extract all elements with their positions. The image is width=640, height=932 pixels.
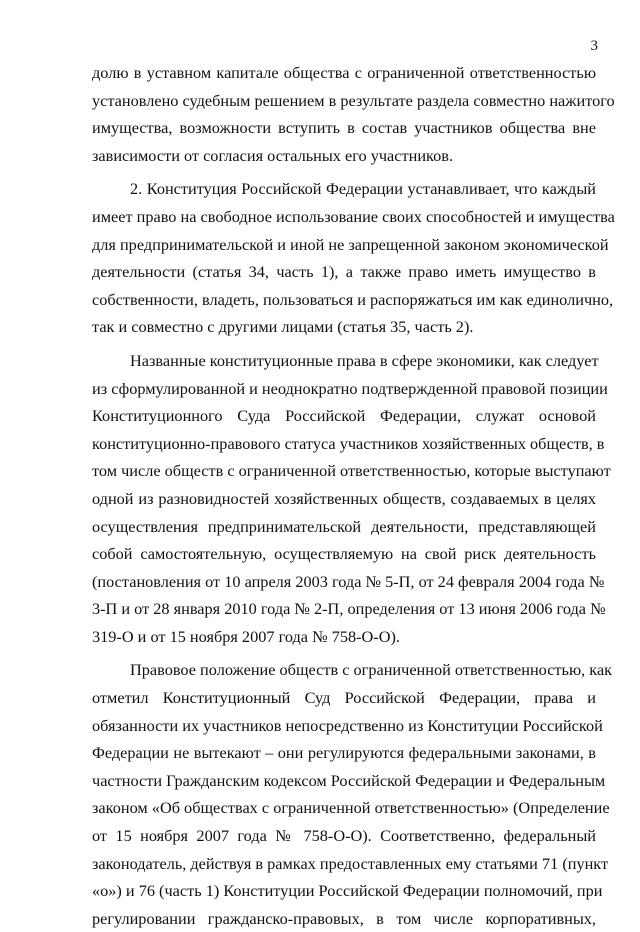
paragraph <box>92 347 611 651</box>
text-line: Названные конституционные права в сфере экономики, как следует <box>130 350 599 370</box>
text-line: установлено судебным решением в результате раздела совместно нажитого <box>92 90 615 110</box>
text-line: 319-О и от 15 ноября 2007 года № 758-О-О). <box>92 626 400 646</box>
text-line: осуществления предпринимательской деятельности, представляющей <box>92 516 596 536</box>
paragraph <box>92 175 615 341</box>
text-line: обязанности их участников непосредственно из Конституции Российской <box>92 715 603 735</box>
text-line: законом «Об обществах с ограниченной ответственностью» (Определение <box>92 798 610 818</box>
text-line: Конституционного Суда Российской Федерации, служат основой <box>92 406 596 426</box>
text-line: собственности, владеть, пользоваться и распоряжаться им как единолично, <box>92 289 614 309</box>
text-line: зависимости от согласия остальных его участников. <box>92 145 454 165</box>
text-line: собой самостоятельную, осуществляемую на свой риск деятельность <box>92 544 596 564</box>
text-line: Федерации не вытекают – они регулируются федеральными законами, в <box>92 743 596 763</box>
text-line: имеет право на свободное использование своих способностей и имущества <box>92 206 615 226</box>
text-line: из сформулированной и неоднократно подтвержденной правовой позиции <box>92 378 608 398</box>
paragraph <box>92 656 613 932</box>
text-line: (постановления от 10 апреля 2003 года № 5-П, от 24 февраля 2004 года № <box>92 571 605 591</box>
text-line: отметил Конституционный Суд Российской Федерации, права и <box>92 688 596 708</box>
text-line: конституционно-правового статуса участников хозяйственных обществ, в <box>92 433 605 453</box>
page-number: 3 <box>590 38 598 54</box>
paragraph <box>92 59 615 169</box>
text-line: законодатель, действуя в рамках предоставленных ему статьями 71 (пункт <box>92 853 609 873</box>
text-line: деятельности (статья 34, часть 1), а также право иметь имущество в <box>92 262 596 282</box>
text-line: от 15 ноября 2007 года № 758-О-О). Соответственно, федеральный <box>92 826 596 846</box>
text-line: Правовое положение обществ с ограниченной ответственностью, как <box>130 660 613 680</box>
text-line: имущества, возможности вступить в состав участников общества вне <box>92 118 596 138</box>
text-line: для предпринимательской и иной не запрещенной законом экономической <box>92 234 609 254</box>
text-line: долю в уставном капитале общества с ограниченной ответственностью <box>92 63 596 82</box>
text-line: одной из разновидностей хозяйственных обществ, создаваемых в целях <box>92 488 596 508</box>
text-line: так и совместно с другими лицами (статья 35, часть 2). <box>92 317 474 337</box>
text-line: 2. Конституция Российской Федерации устанавливает, что каждый <box>130 179 596 199</box>
text-line: «о») и 76 (часть 1) Конституции Российской Федерации полномочий, при <box>92 881 603 901</box>
text-line: том числе обществ с ограниченной ответственностью, которые выступают <box>92 461 611 481</box>
document-body <box>92 59 615 932</box>
text-line: регулировании гражданско-правовых, в том числе корпоративных, <box>92 908 596 928</box>
text-line: частности Гражданским кодексом Российской Федерации и Федеральным <box>92 770 606 790</box>
text-line: 3-П и от 28 января 2010 года № 2-П, определения от 13 июня 2006 года № <box>92 599 606 619</box>
